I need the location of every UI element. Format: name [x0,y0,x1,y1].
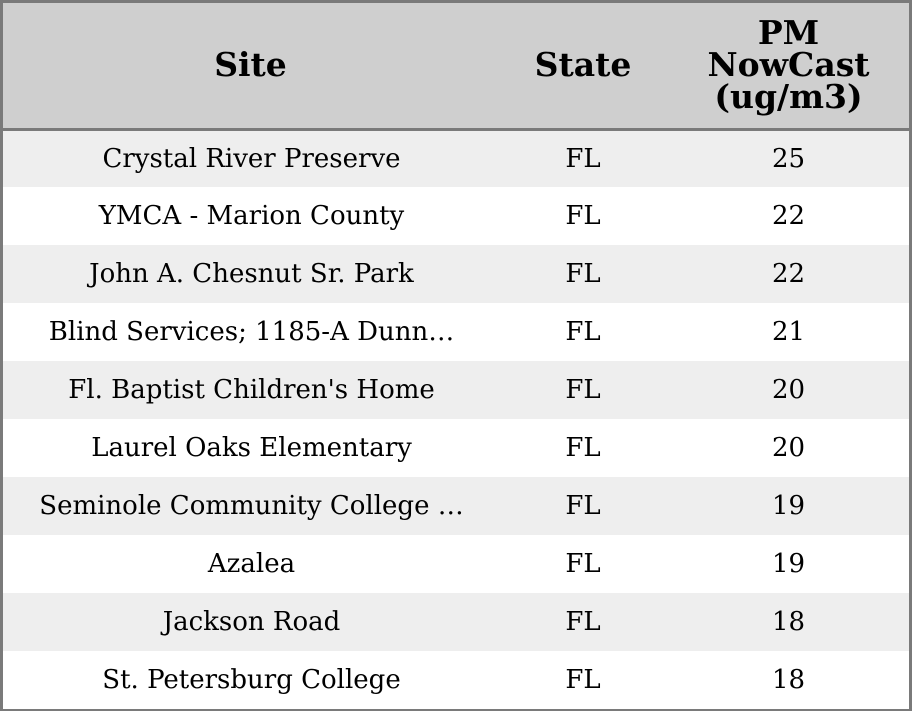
header-state[interactable]: State [498,3,668,129]
cell-site: Fl. Baptist Children's Home [68,375,435,405]
cell-pm: 19 [771,549,806,579]
table-row[interactable] [3,187,909,245]
cell-pm: 18 [771,665,806,695]
cell-site: Crystal River Preserve [102,143,401,174]
pm-nowcast-table [3,3,909,709]
cell-state: FL [565,433,601,463]
cell-site: John A. Chesnut Sr. Park [89,259,414,289]
table-row[interactable] [3,651,909,709]
cell-state: FL [565,201,601,231]
table-header [3,3,909,129]
cell-site: Laurel Oaks Elementary [91,433,412,463]
cell-pm: 22 [771,259,806,289]
cell-site: St. Petersburg College [102,665,401,695]
table-row[interactable] [3,419,909,477]
cell-pm: 21 [771,317,806,347]
cell-state: FL [565,491,601,521]
cell-state: FL [565,375,601,405]
cell-site: Blind Services; 1185-A Dunn… [48,317,455,347]
cell-site: Jackson Road [162,607,341,637]
cell-pm: 19 [771,491,806,521]
table-row[interactable] [3,361,909,419]
cell-site: YMCA - Marion County [98,201,405,231]
cell-site: Azalea [207,549,296,579]
cell-pm: 20 [771,433,806,463]
header-pm-line1: PM [757,13,820,53]
cell-pm: 18 [771,607,806,637]
cell-state: FL [565,665,601,695]
table-body [3,129,909,709]
table-row[interactable] [3,535,909,593]
cell-state: FL [565,259,601,289]
cell-site: Seminole Community College … [39,491,464,521]
cell-state: FL [565,317,601,347]
table-row[interactable] [3,303,909,361]
header-row [3,3,909,129]
header-pm-nowcast[interactable] [668,3,909,129]
cell-pm: 22 [771,201,806,231]
table-row[interactable] [3,477,909,535]
cell-state: FL [565,549,601,579]
cell-pm: 25 [771,143,806,174]
table-row[interactable] [3,593,909,651]
cell-state: FL [565,143,601,174]
header-pm-line3: (ug/m3) [714,77,863,117]
table-row[interactable] [3,245,909,303]
header-site[interactable]: Site [3,3,498,129]
table-row[interactable] [3,129,909,187]
cell-state: FL [565,607,601,637]
header-pm-line2: NowCast [707,45,870,85]
cell-pm: 20 [771,375,806,405]
